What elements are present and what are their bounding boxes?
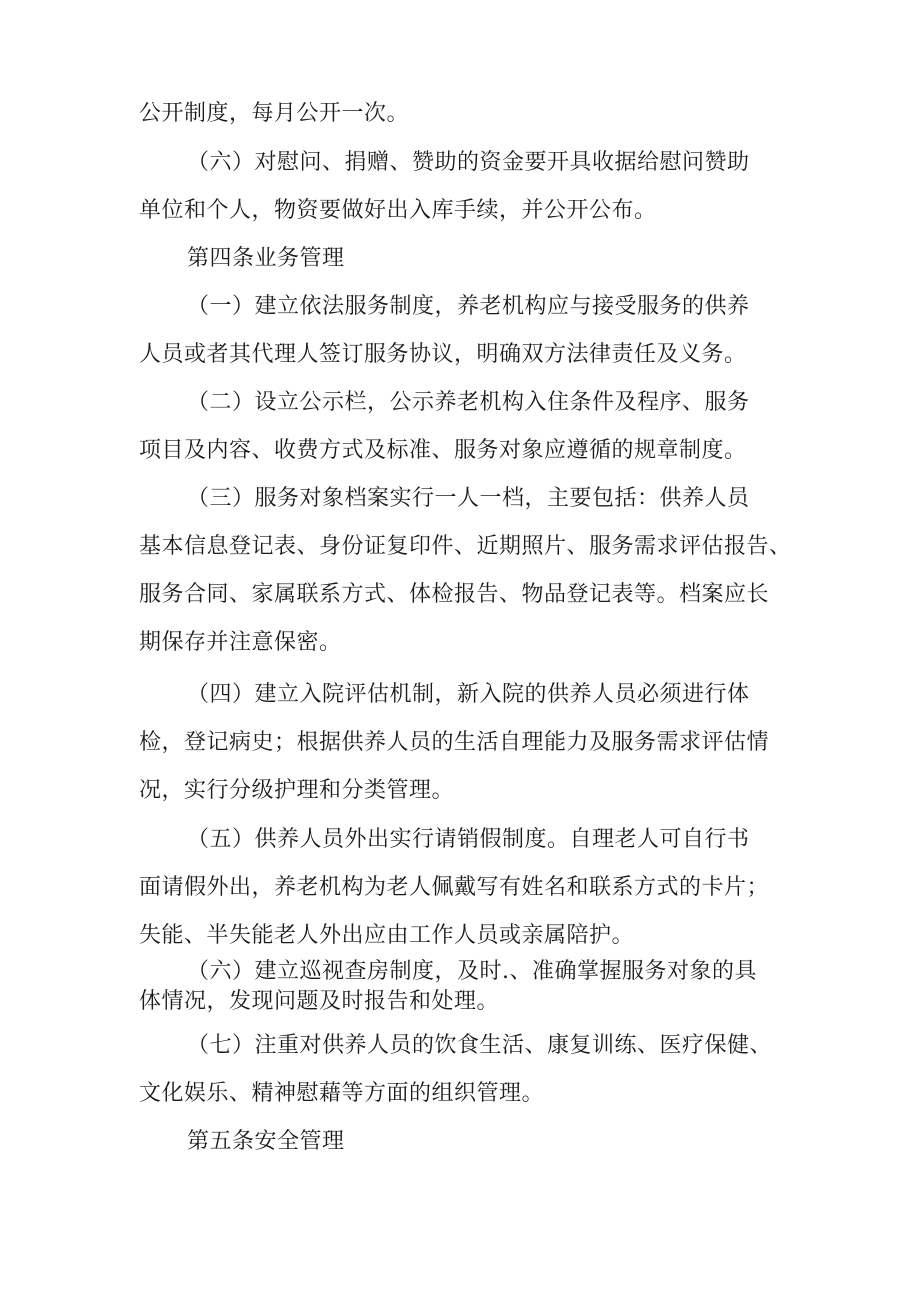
text-line: （六）对慰问、捐赠、赞助的资金要开具收据给慰问赞助 bbox=[187, 150, 750, 175]
text-line: 失能、半失能老人外出应由工作人员或亲属陪护。 bbox=[139, 923, 635, 948]
section-heading: 第五条安全管理 bbox=[187, 1129, 345, 1154]
text-line: （一）建立依法服务制度，养老机构应与接受服务的供养 bbox=[187, 294, 750, 319]
text-line: 单位和个人，物资要做好出入库手续，并公开公布。 bbox=[139, 198, 657, 223]
text-line: 期保存并注意保密。 bbox=[139, 630, 342, 655]
text-line: （四）建立入院评估机制，新入院的供养人员必须进行体 bbox=[187, 682, 750, 707]
text-line: 项目及内容、收费方式及标准、服务对象应遵循的规章制度。 bbox=[139, 438, 747, 463]
text-line: 体情况，发现问题及时报告和处理。 bbox=[139, 989, 500, 1014]
text-line: 检，登记病史；根据供养人员的生活自理能力及服务需求评估情 bbox=[139, 730, 770, 755]
text-line: 面请假外出，养老机构为老人佩戴写有姓名和联系方式的卡片； bbox=[139, 875, 770, 900]
text-line: 公开制度，每月公开一次。 bbox=[139, 101, 410, 126]
text-line: （五）供养人员外出实行请销假制度。自理老人可自行书 bbox=[187, 827, 750, 852]
text-line: （三）服务对象档案实行一人一档，主要包括：供养人员 bbox=[187, 486, 750, 511]
text-line: （六）建立巡视查房制度，及时.、准确掌握服务对象的具 bbox=[187, 959, 757, 984]
text-line: 基本信息登记表、身份证复印件、近期照片、服务需求评估报告、 bbox=[139, 534, 792, 559]
text-line: 服务合同、家属联系方式、体检报告、物品登记表等。档案应长 bbox=[139, 582, 770, 607]
text-line: 况，实行分级护理和分类管理。 bbox=[139, 778, 455, 803]
text-line: （七）注重对供养人员的饮食生活、康复训练、医疗保健、 bbox=[187, 1033, 773, 1058]
text-line: （二）设立公示栏，公示养老机构入住条件及程序、服务 bbox=[187, 390, 750, 415]
section-heading: 第四条业务管理 bbox=[187, 246, 345, 271]
text-line: 文化娱乐、精神慰藉等方面的组织管理。 bbox=[139, 1081, 545, 1106]
text-line: 人员或者其代理人签订服务协议，明确双方法律责任及义务。 bbox=[139, 342, 747, 367]
